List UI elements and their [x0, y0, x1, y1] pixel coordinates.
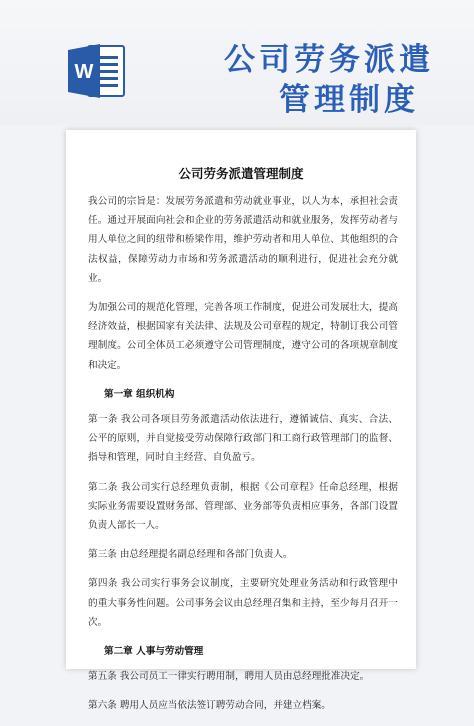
chapter-heading: 第二章 人事与劳动管理: [104, 646, 204, 658]
intro-paragraph: 我公司的宗旨是：发展劳务派遣和劳动就业事业，以人为本，承担社会责任。通过开展面向社会和企业的劳务派遣活动和就业服务，发挥劳动者与用人单位之间的纽带和桥梁作用，维护劳动者和用人单位、其他组织的合法权益，保障劳动力市场和劳务派遣活动的顺利进行，促进社会充分就业。: [88, 196, 398, 284]
banner-title-line1: 公司劳务派遣: [224, 42, 434, 78]
document-body: [88, 192, 398, 726]
document-page: [66, 130, 416, 712]
purpose-paragraph: 为加强公司的规范化管理，完善各项工作制度，促进公司发展壮大，提高经济效益，根据国家有关法律、法规及公司章程的规定，特制订我公司管理制度。公司全体员工必须遵守公司管理制度，遵守公司的各项规章制度和决定。: [88, 302, 398, 371]
banner-title-line2: 管理制度: [279, 82, 419, 118]
article-6: 第六条 聘用人员应当依法签订聘劳动合同，并建立档案。: [88, 700, 331, 712]
article-3: 第三条 由总经理提名副总经理和各部门负责人。: [88, 549, 293, 561]
document-title: 公司劳务派遣管理制度: [178, 166, 304, 181]
header-banner: [0, 0, 474, 125]
chapter-heading: 第一章 组织机构: [104, 388, 175, 400]
article-1: 第一条 我公司各项目劳务派遣活动依法进行，遵循诚信、真实、合法、公平的原则，并自觉接受劳动保障行政部门和工商行政管理部门的监督、指导和管理，同时自主经营、自负盈亏。: [88, 414, 398, 464]
article-2: 第二条 我公司实行总经理负责制，根据《公司章程》任命总经理，根据实际业务需要设置财务部、管理部、业务部等负责相应事务，各部门设置负责人部长一人。: [88, 481, 398, 532]
word-document-icon: [66, 40, 128, 102]
banner-title: [184, 40, 474, 120]
word-logo-letter: W: [74, 61, 94, 83]
article-5: 第五条 我公司员工一律实行聘用制，聘用人员由总经理批准决定。: [88, 671, 370, 683]
article-4: 第四条 我公司实行事务会议制度，主要研究处理业务活动和行政管理中的重大事务性问题。公司事务会议由总经理召集和主持，至少每月召开一次。: [88, 578, 398, 628]
